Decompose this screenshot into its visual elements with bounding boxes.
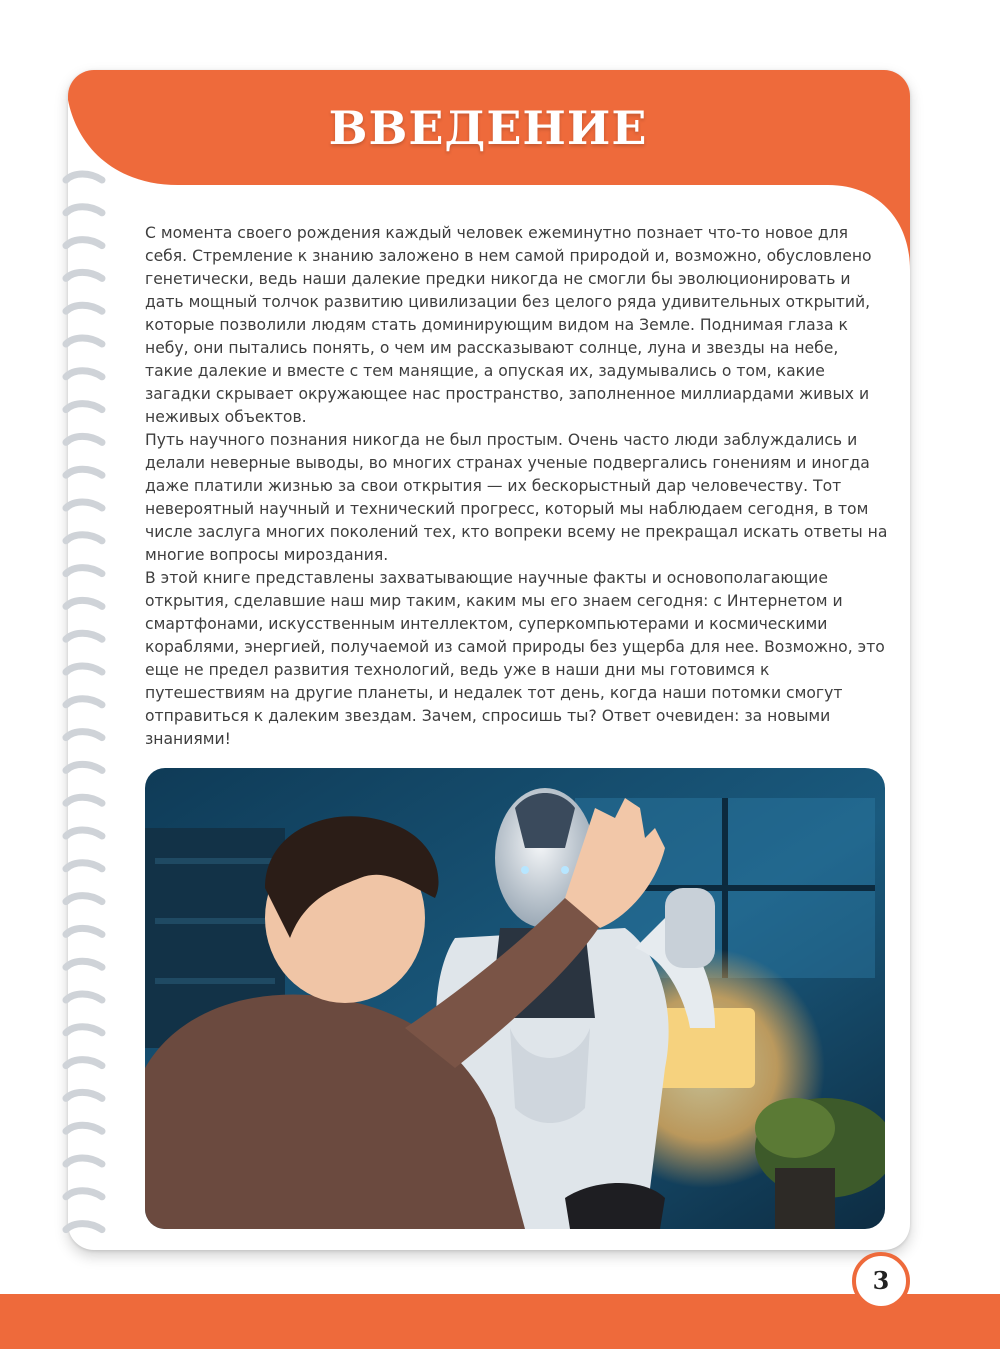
spiral-ring: [66, 305, 102, 311]
spiral-ring: [66, 568, 102, 574]
spiral-ring: [66, 600, 102, 606]
footer-bar: [0, 1294, 1000, 1349]
spiral-ring: [66, 1027, 102, 1033]
spiral-ring: [66, 633, 102, 639]
spiral-ring: [66, 240, 102, 246]
spiral-ring: [66, 469, 102, 475]
spiral-binding: [60, 150, 120, 1240]
spiral-ring: [66, 1158, 102, 1164]
spiral-ring: [66, 502, 102, 508]
spiral-ring: [66, 797, 102, 803]
spiral-ring: [66, 732, 102, 738]
spiral-ring: [66, 1060, 102, 1066]
spiral-ring: [66, 1191, 102, 1197]
spiral-ring: [66, 666, 102, 672]
spiral-ring: [66, 436, 102, 442]
spiral-ring: [66, 961, 102, 967]
spiral-ring: [66, 535, 102, 541]
spiral-ring: [66, 863, 102, 869]
spiral-ring: [66, 338, 102, 344]
spiral-ring: [66, 174, 102, 180]
spiral-ring: [66, 764, 102, 770]
page-title: ВВЕДЕНИЕ: [328, 101, 648, 155]
spiral-ring: [66, 272, 102, 278]
spiral-ring: [66, 1125, 102, 1131]
intro-text: [145, 222, 890, 751]
spiral-ring: [66, 699, 102, 705]
robot-high-five-photo: [145, 768, 885, 1229]
paragraph-1: С момента своего рождения каждый человек ежеминутно познает что-то новое для себя. Стремление к знанию заложено в нем самой природой и, возможно, обусловлено генетически, ведь наши далекие предки никогда не смогли бы эволюционировать и дать мощный толчок развитию цивилизации без целого ряда удивительных открытий, которые позволили людям стать доминирующим видом на Земле. Поднимая глаза к небу, они пытались понять, о чем им рассказывают солнце, луна и звезды на небе, такие далекие и вместе с тем манящие, а опуская их, задумывались о том, какие загадки скрывает окружающее нас пространство, заполненное миллиардами живых и неживых объектов.: [145, 224, 872, 426]
paragraph-3: В этой книге представлены захватывающие научные факты и основополагающие открытия, сделавшие наш мир таким, каким мы его знаем сегодня: с Интернетом и смартфонами, искусственным интеллектом, суперкомпьютерами и космическими кораблями, энергией, получаемой из самой природы без ущерба для нее. Возможно, это еще не предел развития технологий, ведь уже в наши дни мы готовимся к путешествиям на другие планеты, и недалек тот день, когда наши потомки смогут отправиться к далеким звездам. Зачем, спросишь ты? Ответ очевиден: за новыми знаниями!: [145, 569, 885, 748]
spiral-ring: [66, 207, 102, 213]
page-number: 3: [852, 1252, 910, 1310]
spiral-ring: [66, 994, 102, 1000]
spiral-ring: [66, 371, 102, 377]
spiral-ring: [66, 830, 102, 836]
spiral-ring: [66, 1224, 102, 1230]
spiral-ring: [66, 1092, 102, 1098]
spiral-ring: [66, 928, 102, 934]
spiral-ring: [66, 896, 102, 902]
paragraph-2: Путь научного познания никогда не был простым. Очень часто люди заблуждались и делали неверные выводы, во многих странах ученые подвергались гонениям и иногда даже платили жизнью за свои открытия — их бескорыстный дар человечеству. Тот невероятный научный и технический прогресс, который мы наблюдаем сегодня, в том числе заслуга многих поколений тех, кто вопреки всему не прекращал искать ответы на многие вопросы мироздания.: [145, 431, 888, 564]
spiral-ring: [66, 404, 102, 410]
